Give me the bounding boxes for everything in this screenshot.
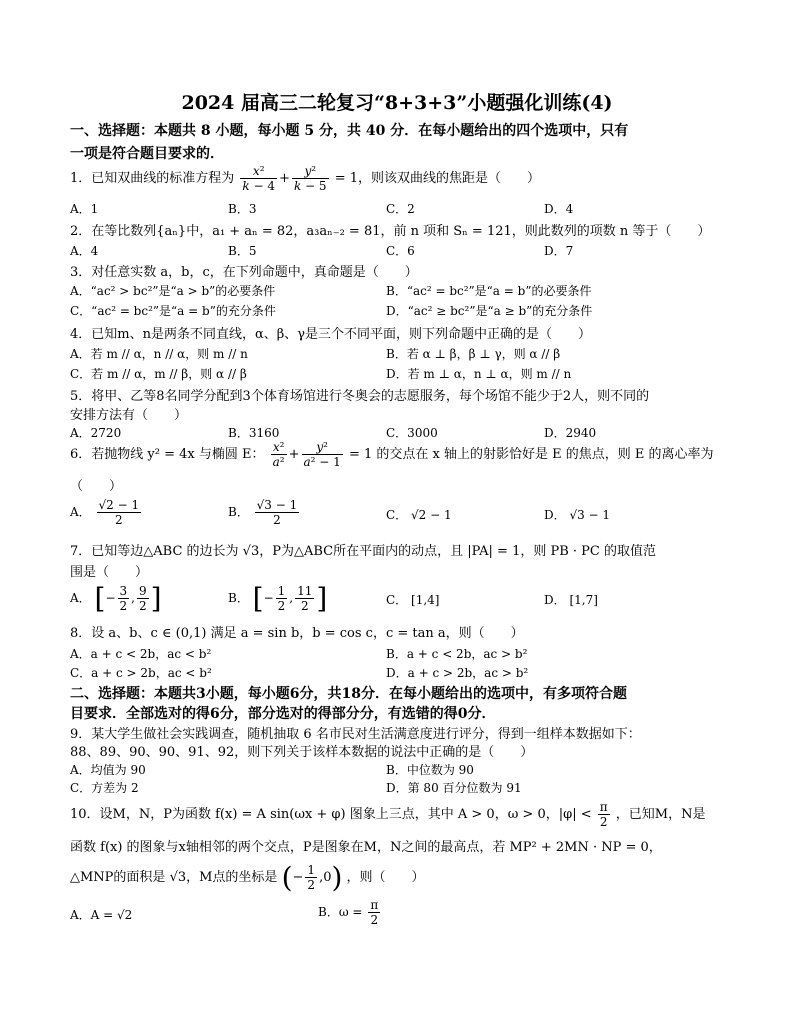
q2-option-b: B．5: [228, 244, 257, 258]
q2-option-d: D．7: [544, 244, 574, 258]
q7-option-c: [386, 591, 439, 608]
section-1-heading-cont: 一项是符合题目要求的．: [70, 146, 224, 162]
q5-option-b: B．3160: [228, 426, 280, 440]
section-2-heading: 二、选择题：本题共3小题，每小题6分，共18分．在每小题给出的选项中，有多项符合题: [70, 686, 627, 702]
question-10-line-2: 函数 f(x) 的图象与x轴相邻的两个交点，P是图象在M，N之间的最高点，若 MP² + 2MN · NP = 0，: [70, 840, 662, 855]
q6-option-b: [228, 498, 301, 527]
q3-option-a: A．“ac² > bc²”是“a > b”的必要条件: [70, 284, 276, 298]
question-8: 8．设 a、b、c ∈ (0,1) 满足 a = sin b，b = cos c，c = tan a，则（ ）: [70, 626, 524, 641]
fraction: $\frac{√2 - 1}{2}$: [98, 498, 140, 527]
option-value: [1,4]: [411, 593, 440, 607]
section-2-heading-cont: 目要求．全部选对的得6分，部分选对的得部分分，有选错的得0分．: [70, 706, 496, 722]
option-letter: D．: [544, 593, 566, 607]
section-1-heading: 一、选择题：本题共 8 小题，每小题 5 分，共 40 分．在每小题给出的四个选项中，只有: [70, 123, 629, 139]
q7-option-d: [544, 591, 598, 608]
question-4: 4．已知m、n是两条不同直线，α、β、γ是三个不同平面，则下列命题中正确的是（ ）: [70, 327, 592, 342]
question-10: [70, 800, 705, 829]
q1-option-a: A．1: [70, 202, 99, 216]
q8-option-a: A．a + c < 2b，ac < b²: [70, 647, 212, 661]
fraction: $\frac{11}{2}$: [297, 584, 313, 613]
q9-option-a: A．均值为 90: [70, 763, 146, 777]
q1-option-d: D．4: [544, 202, 574, 216]
option-letter: D．: [544, 508, 566, 522]
fraction: $\frac{\pi}{2}$: [370, 898, 379, 927]
question-10-stem: 10．设M，N，P为函数 f(x) = A sin(ωx + φ) 图象上三点，其中 A > 0，ω > 0，|φ| <: [70, 807, 592, 822]
question-1-stem-tail: = 1，则该双曲线的焦距是（ ）: [334, 171, 540, 186]
fraction: $\frac{1}{2}$: [277, 584, 286, 613]
question-10-stem-tail: ，则（ ）: [346, 870, 425, 885]
question-9-cont: 88、89、90、90、91、92，则下列关于该样本数据的说法中正确的是（ ）: [70, 745, 534, 760]
q1-option-c: C．2: [386, 202, 415, 216]
q9-option-d: D．第 80 百分位数为 91: [386, 781, 522, 795]
q6-option-c: [386, 506, 452, 523]
q5-option-d: D．2940: [544, 426, 597, 440]
q1-option-b: B．3: [228, 202, 257, 216]
fraction: $\frac{\pi}{2}$: [599, 800, 608, 829]
q9-option-b: B．中位数为 90: [386, 763, 474, 777]
question-10-stem-tail: ，已知M，N是: [615, 807, 706, 822]
option-text: B．ω =: [318, 905, 363, 919]
fraction: $\frac{\text{x²}}{k - 4}$: [242, 164, 276, 193]
q5-option-a: A．2720: [70, 426, 122, 440]
q8-option-b: B．a + c < 2b，ac > b²: [386, 647, 528, 661]
page-title: 2024 届高三二轮复习“8+3+3”小题强化训练(4): [181, 92, 613, 114]
q2-option-c: C．6: [386, 244, 415, 258]
q6-option-a: [70, 498, 143, 527]
question-6-stem: 6．若抛物线 y² = 4x 与椭圆 E：: [70, 447, 265, 462]
question-7: 7．已知等边△ABC 的边长为 √3，P为△ABC所在平面内的动点，且 |PA| = 1，则 PB · PC 的取值范: [70, 544, 657, 559]
q3-option-b: B．“ac² = bc²”是“a = b”的必要条件: [386, 284, 592, 298]
option-value: √2 − 1: [411, 508, 452, 522]
q10-option-a: A．A = √2: [70, 908, 133, 922]
question-6-stem-tail: = 1 的交点在 x 轴上的射影恰好是 E 的焦点，则 E 的离心率为: [348, 447, 714, 462]
question-10-line-3: △MNP的面积是 √3，M点的坐标是 (− $\frac{1}{2}$ ,0) ，则（ ）: [70, 861, 425, 894]
option-letter: C．: [386, 593, 408, 607]
question-5: 5．将甲、乙等8名同学分配到3个体育场馆进行冬奥会的志愿服务，每个场馆不能少于2人，则不同的: [70, 389, 650, 404]
fraction: $\frac{√3 - 1}{2}$: [256, 498, 298, 527]
q10-option-b: [318, 898, 382, 927]
option-letter: A．: [70, 591, 91, 605]
q8-option-c: C．a + c > 2b，ac < b²: [70, 666, 212, 680]
question-7-cont: 围是（ ）: [70, 565, 149, 580]
question-1-stem: 1．已知双曲线的标准方程为: [70, 171, 235, 186]
question-2: 2．在等比数列{aₙ}中，a₁ + aₙ = 82，a₃aₙ₋₂ = 81，前 n 项和 Sₙ = 121，则此数列的项数 n 等于（ ）: [70, 224, 711, 239]
option-value: √3 − 1: [569, 508, 611, 522]
question-6-cont: （ ）: [70, 479, 123, 494]
fraction: $\frac{1}{2}$: [307, 863, 316, 892]
q2-option-a: A．4: [70, 244, 99, 258]
question-3: 3．对任意实数 a，b，c，在下列命题中，真命题是（ ）: [70, 265, 418, 280]
q7-option-b: B． [− $\frac{1}{2}$ , $\frac{11}{2}$ ]: [228, 582, 328, 615]
question-5-cont: 安排方法有（ ）: [70, 408, 188, 423]
option-letter: B．: [228, 505, 249, 519]
q3-option-d: D．“ac² ≥ bc²”是“a ≥ b”的充分条件: [386, 304, 593, 318]
option-letter: A．: [70, 505, 91, 519]
fraction: $\frac{\text{y²}}{\text{a² − 1}}$: [303, 440, 341, 469]
q4-option-d: D．若 m ⊥ α，n ⊥ α，则 m // n: [386, 367, 572, 381]
fraction: $\frac{\text{y²}}{k - 5}$: [293, 164, 327, 193]
q4-option-a: A．若 m // α，n // α，则 m // n: [70, 347, 248, 361]
question-6: 6．若抛物线 y² = 4x 与椭圆 E： $\frac{\text{x²}}{\text{a²}}$ + $\frac{\text{y²}}{\text{a² − 1}}$ = 1 的交点在 x 轴上的射影恰好是 E 的焦点，则 E 的离心率为: [70, 440, 714, 469]
q3-option-c: C．“ac² = bc²”是“a = b”的充分条件: [70, 304, 276, 318]
option-letter: B．: [228, 591, 249, 605]
q7-option-a: A． [− $\frac{3}{2}$ , $\frac{9}{2}$ ]: [70, 582, 162, 615]
q5-option-c: C．3000: [386, 426, 438, 440]
option-value: [1,7]: [569, 593, 598, 607]
q4-option-b: B．若 α ⊥ β，β ⊥ γ，则 α // β: [386, 347, 561, 361]
q9-option-c: C．方差为 2: [70, 781, 139, 795]
question-10-stem: △MNP的面积是 √3，M点的坐标是: [70, 870, 278, 885]
fraction: $\frac{9}{2}$: [138, 584, 147, 613]
fraction: $\frac{\text{x²}}{\text{a²}}$: [272, 440, 285, 469]
q4-option-c: C．若 m // α，m // β，则 α // β: [70, 367, 247, 381]
question-1: 1．已知双曲线的标准方程为 $\frac{\text{x²}}{k - 4}$ + $\frac{\text{y²}}{k - 5}$ = 1，则该双曲线的焦距是（ ）: [70, 164, 540, 193]
option-letter: C．: [386, 508, 408, 522]
fraction: $\frac{3}{2}$: [119, 584, 128, 613]
q8-option-d: D．a + c > 2b，ac > b²: [386, 666, 529, 680]
q6-option-d: [544, 506, 610, 523]
question-9: 9．某大学生做社会实践调查，随机抽取 6 名市民对生活满意度进行评分，得到一组样本数据如下：: [70, 727, 641, 742]
